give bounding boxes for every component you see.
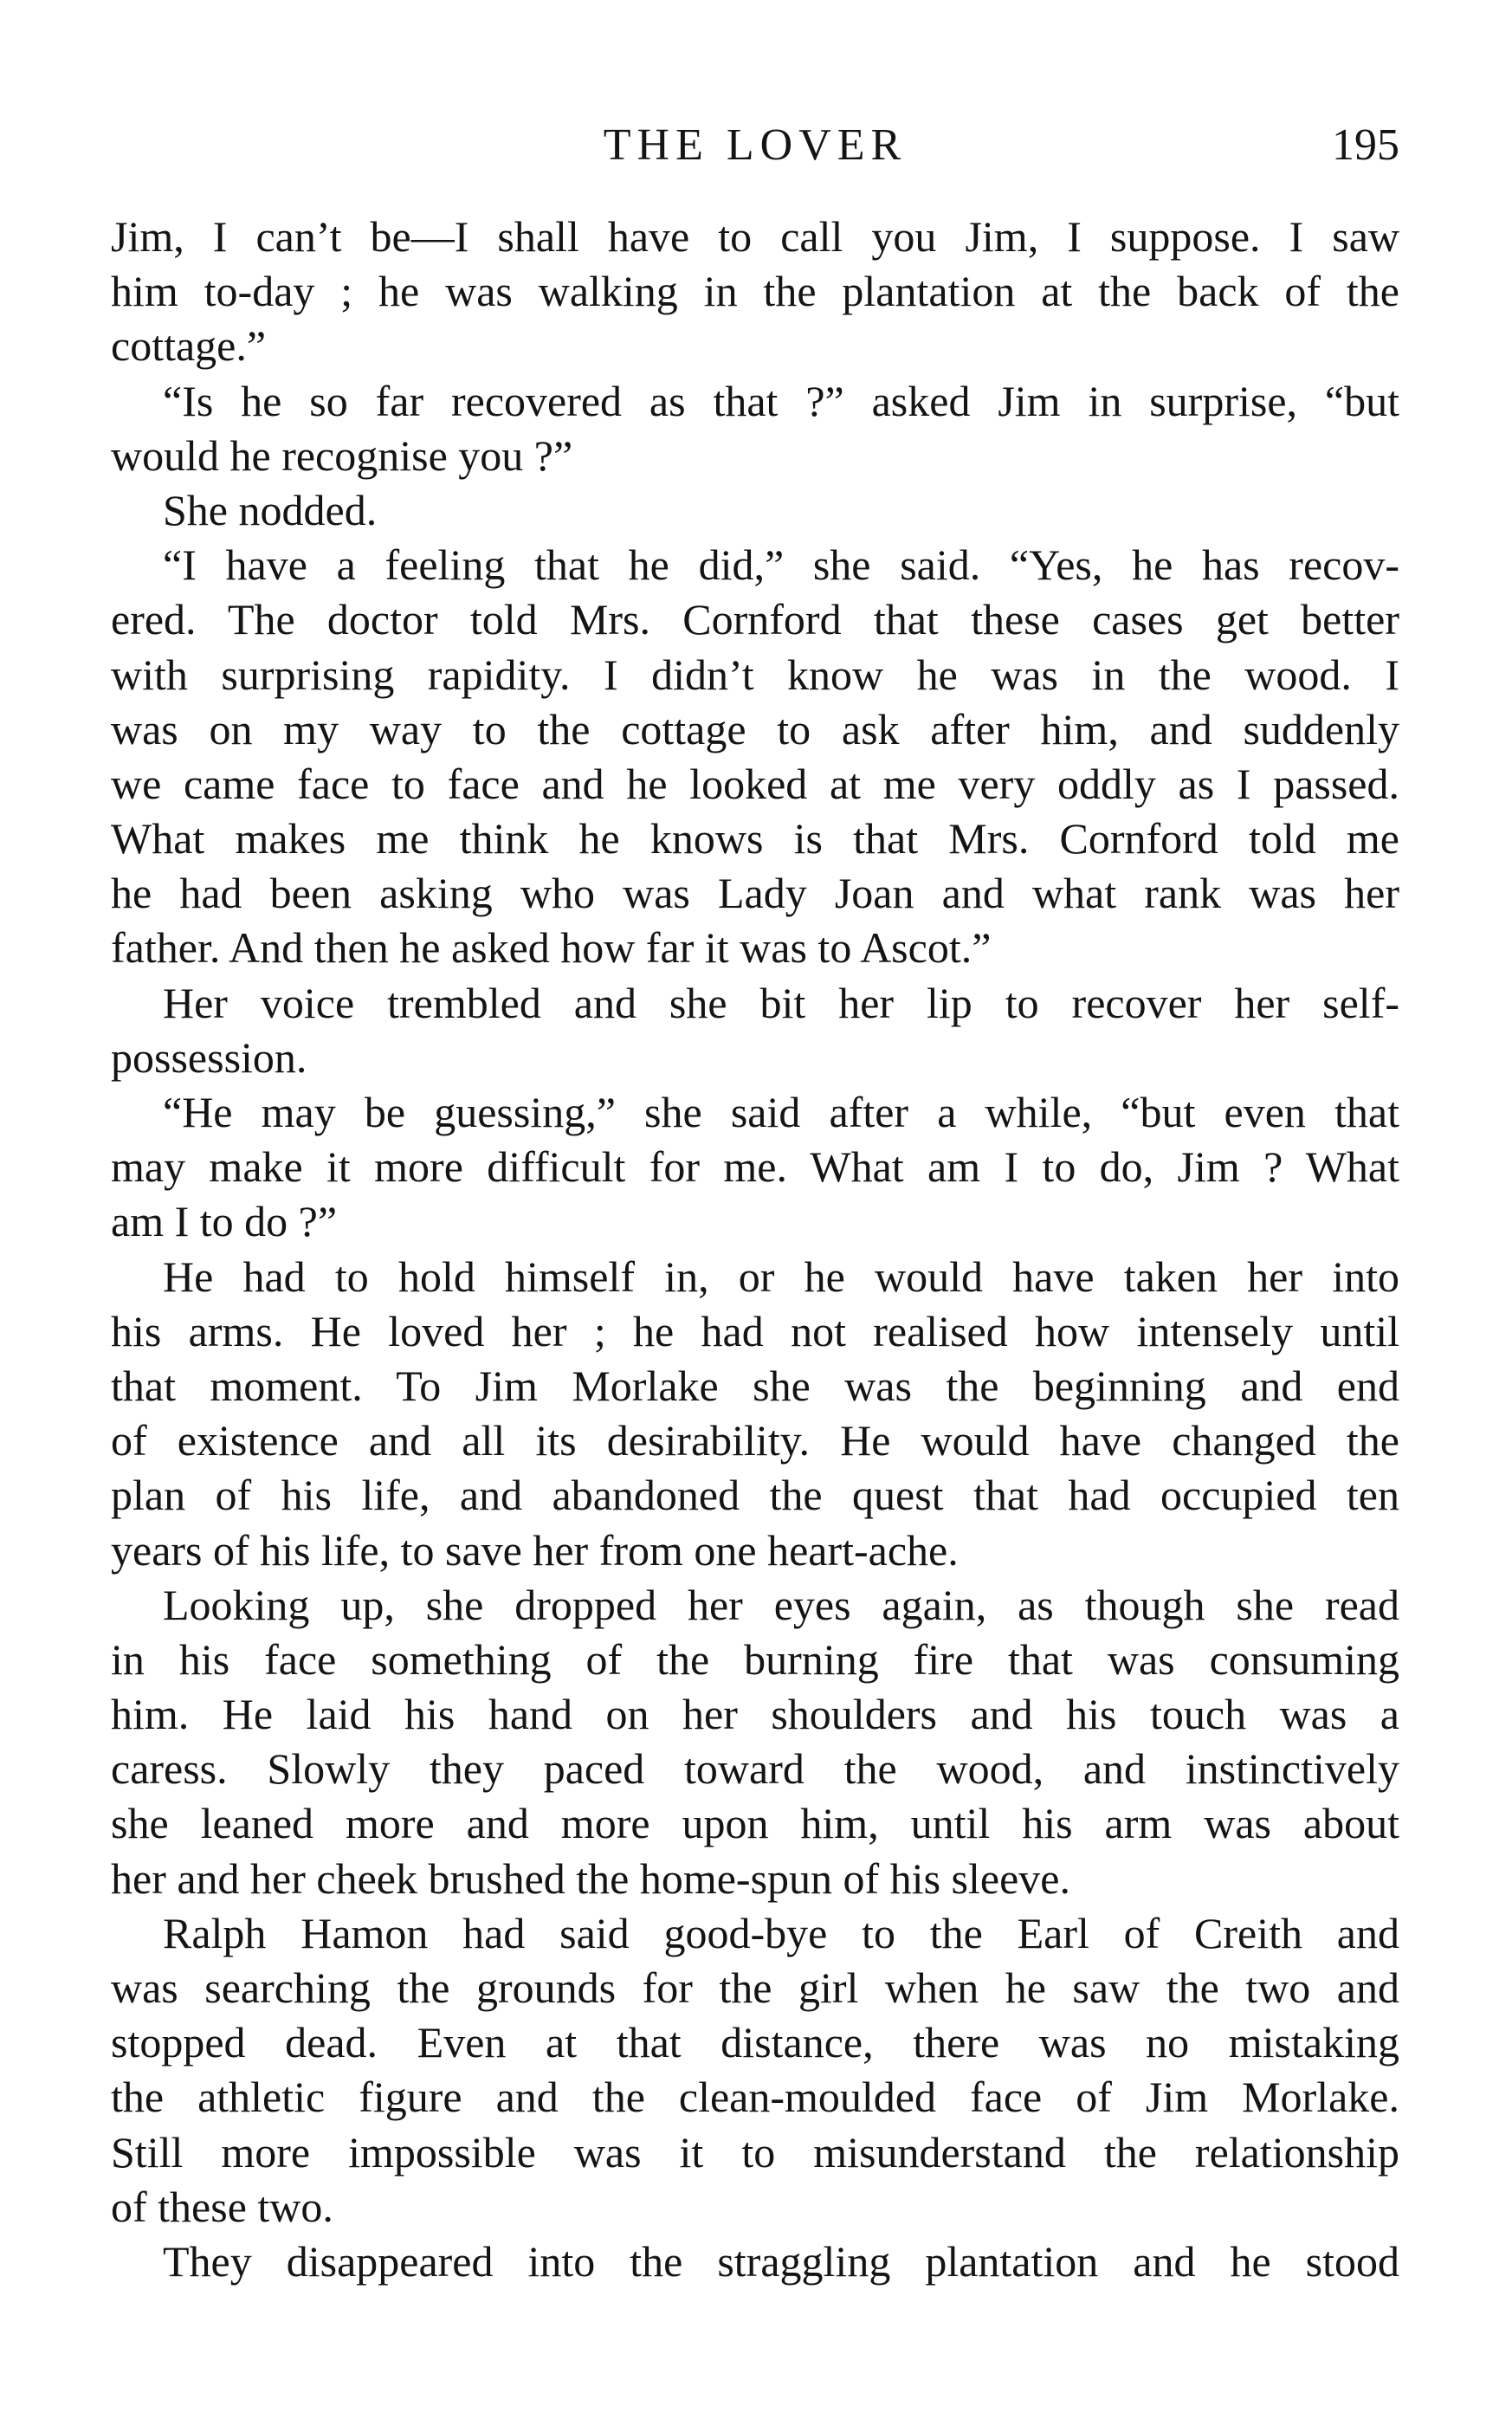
text-line: “Is he so far recovered as that ?” asked Jim in surprise, “but	[163, 376, 1399, 425]
text-line: she leaned more and more upon him, until his arm was about	[111, 1799, 1399, 1848]
text-line: that moment. To Jim Morlake she was the beginning and end	[111, 1361, 1399, 1410]
text-line: would he recognise you ?”	[111, 430, 573, 480]
text-line: was searching the grounds for the girl when he saw the two and	[111, 1963, 1399, 2012]
text-line: him. He laid his hand on her shoulders and his touch was a	[111, 1690, 1399, 1739]
text-line: his arms. He loved her ; he had not realised how intensely until	[111, 1306, 1399, 1355]
text-line: What makes me think he knows is that Mrs. Cornford told me	[111, 814, 1399, 863]
text-line: may make it more difficult for me. What am I to do, Jim ? What	[111, 1142, 1399, 1192]
text-line: am I to do ?”	[111, 1197, 338, 1246]
text-line: of these two.	[111, 2182, 333, 2231]
text-line: cottage.”	[111, 321, 267, 371]
text-line: stopped dead. Even at that distance, there was no mistaking	[111, 2018, 1399, 2067]
text-line: her and her cheek brushed the home-spun of his sleeve.	[111, 1853, 1070, 1903]
text-line: Her voice trembled and she bit her lip to recover her self-	[163, 978, 1399, 1027]
text-line: He had to hold himself in, or he would have taken her into	[163, 1252, 1399, 1301]
text-line: Jim, I can’t be—I shall have to call you Jim, I suppose. I saw	[111, 212, 1399, 261]
body-text	[111, 210, 1399, 2289]
text-line: he had been asking who was Lady Joan and what rank was her	[111, 869, 1399, 918]
text-line: father. And then he asked how far it was to Ascot.”	[111, 923, 992, 973]
text-line: of existence and all its desirability. He would have changed the	[111, 1416, 1399, 1465]
text-line: in his face something of the burning fire that was consuming	[111, 1634, 1399, 1684]
running-title: THE LOVER	[603, 120, 908, 170]
text-line: the athletic figure and the clean-moulded face of Jim Morlake.	[111, 2073, 1399, 2122]
text-line: Still more impossible was it to misunderstand the relationship	[111, 2127, 1399, 2177]
text-line: ered. The doctor told Mrs. Cornford that these cases get better	[111, 595, 1399, 644]
text-line: “I have a feeling that he did,” she said. “Yes, he has recov-	[163, 540, 1399, 590]
page-number: 195	[1332, 120, 1399, 170]
text-line: Looking up, she dropped her eyes again, as though she read	[163, 1580, 1399, 1629]
text-line: was on my way to the cottage to ask after him, and suddenly	[111, 704, 1399, 754]
text-line: She nodded.	[163, 485, 378, 534]
text-line: “He may be guessing,” she said after a while, “but even that	[163, 1088, 1399, 1136]
text-line: we came face to face and he looked at me very oddly as I passed.	[111, 759, 1399, 808]
text-line: Ralph Hamon had said good-bye to the Earl of Creith and	[163, 1908, 1399, 1957]
text-line: him to-day ; he was walking in the plantation at the back of the	[111, 267, 1399, 316]
page-header	[111, 120, 1399, 171]
text-line: They disappeared into the straggling plantation and he stood	[163, 2236, 1399, 2286]
text-line: possession.	[111, 1032, 307, 1082]
text-line: with surprising rapidity. I didn’t know he was in the wood. I	[111, 650, 1399, 699]
text-line: years of his life, to save her from one heart-ache.	[111, 1525, 959, 1575]
text-line: caress. Slowly they paced toward the wood, and instinctively	[111, 1744, 1399, 1794]
text-line: plan of his life, and abandoned the quest that had occupied ten	[111, 1471, 1399, 1520]
